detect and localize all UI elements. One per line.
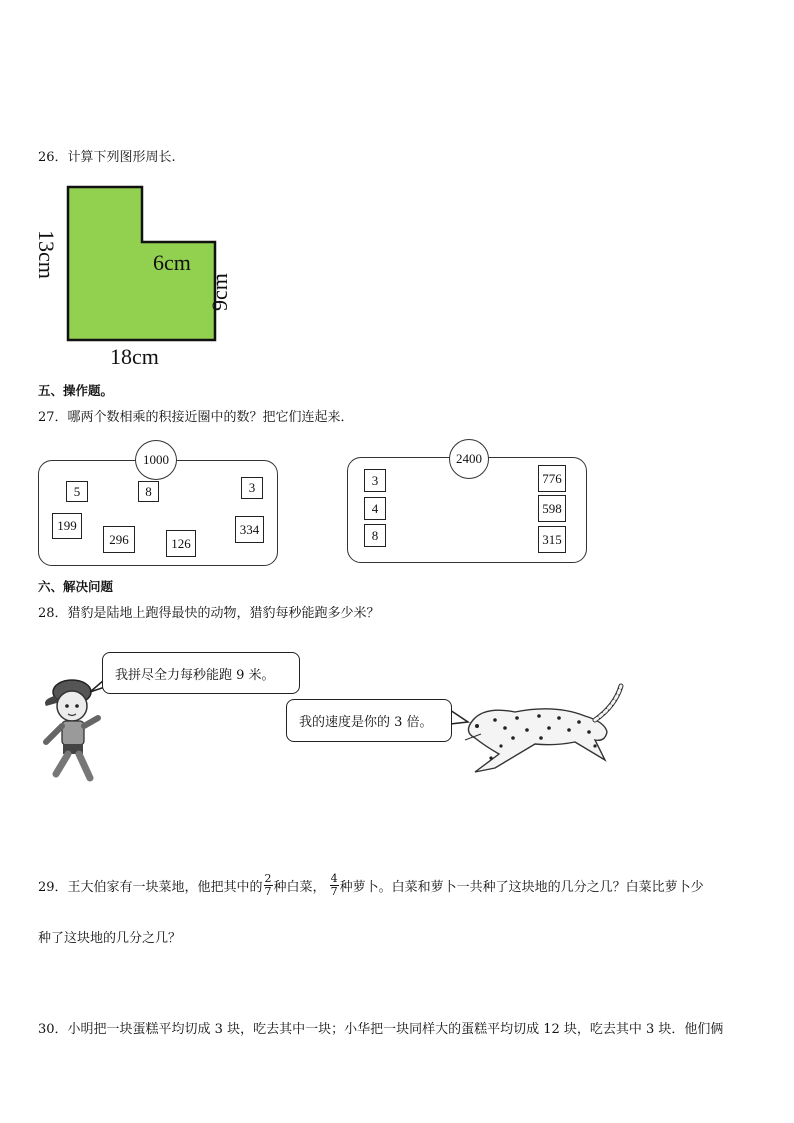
number-box[interactable]: 5 xyxy=(66,481,88,502)
number-box[interactable]: 3 xyxy=(364,469,386,492)
q30-text: 30．小明把一块蛋糕平均切成 3 块，吃去其中一块；小华把一块同样大的蛋糕平均切成 12 块，吃去其中 3 块．他们俩 xyxy=(38,1022,724,1037)
section6-title: 六、解决问题 xyxy=(38,579,114,594)
boy-speech-bubble: 我拼尽全力每秒能跑 9 米。 xyxy=(102,652,300,694)
number-box[interactable]: 3 xyxy=(241,477,263,499)
l-shape-polygon xyxy=(68,187,215,340)
cheetah-speech-bubble: 我的速度是你的 3 倍。 xyxy=(286,699,452,742)
q29-text-part1: 29．王大伯家有一块菜地，他把其中的 xyxy=(38,880,263,895)
number-box[interactable]: 296 xyxy=(103,526,135,553)
section5-title: 五、操作题。 xyxy=(38,383,114,398)
number-box[interactable]: 199 xyxy=(52,513,82,539)
fraction-numerator: 4 xyxy=(330,872,338,885)
q26-title: 26．计算下列图形周长. xyxy=(38,150,176,165)
q29-text-part2: 种白菜， xyxy=(273,880,326,895)
target-2400[interactable]: 2400 xyxy=(449,439,489,479)
fraction-denominator: 7 xyxy=(264,885,272,898)
number-box[interactable]: 315 xyxy=(538,526,566,553)
cheetah-icon xyxy=(455,676,635,786)
number-box[interactable]: 4 xyxy=(364,497,386,520)
label-right: 9cm xyxy=(207,273,232,311)
fraction-numerator: 2 xyxy=(264,872,272,885)
number-box[interactable]: 776 xyxy=(538,465,566,492)
l-shape-figure xyxy=(30,178,260,373)
label-left: 13cm xyxy=(34,230,59,279)
q29-line1 xyxy=(38,873,704,898)
number-box[interactable]: 598 xyxy=(538,495,566,522)
label-bottom: 18cm xyxy=(110,344,159,369)
q28-title: 28．猎豹是陆地上跑得最快的动物，猎豹每秒能跑多少米？ xyxy=(38,606,380,621)
number-box[interactable]: 8 xyxy=(138,481,159,502)
fraction-4-7 xyxy=(330,873,339,898)
fraction-2-7 xyxy=(264,873,273,898)
target-1000[interactable]: 1000 xyxy=(135,440,177,480)
number-box[interactable]: 334 xyxy=(235,516,264,543)
q29-line2: 种了这块地的几分之几？ xyxy=(38,931,182,946)
q27-title: 27．哪两个数相乘的积接近圈中的数？把它们连起来． xyxy=(38,410,354,425)
number-box[interactable]: 126 xyxy=(166,530,196,557)
q29-text-part3: 种萝卜。白菜和萝卜一共种了这块地的几分之几？白菜比萝卜少 xyxy=(339,880,704,895)
number-box[interactable]: 8 xyxy=(364,524,386,547)
label-inner: 6cm xyxy=(153,250,191,275)
fraction-denominator: 7 xyxy=(330,885,338,898)
